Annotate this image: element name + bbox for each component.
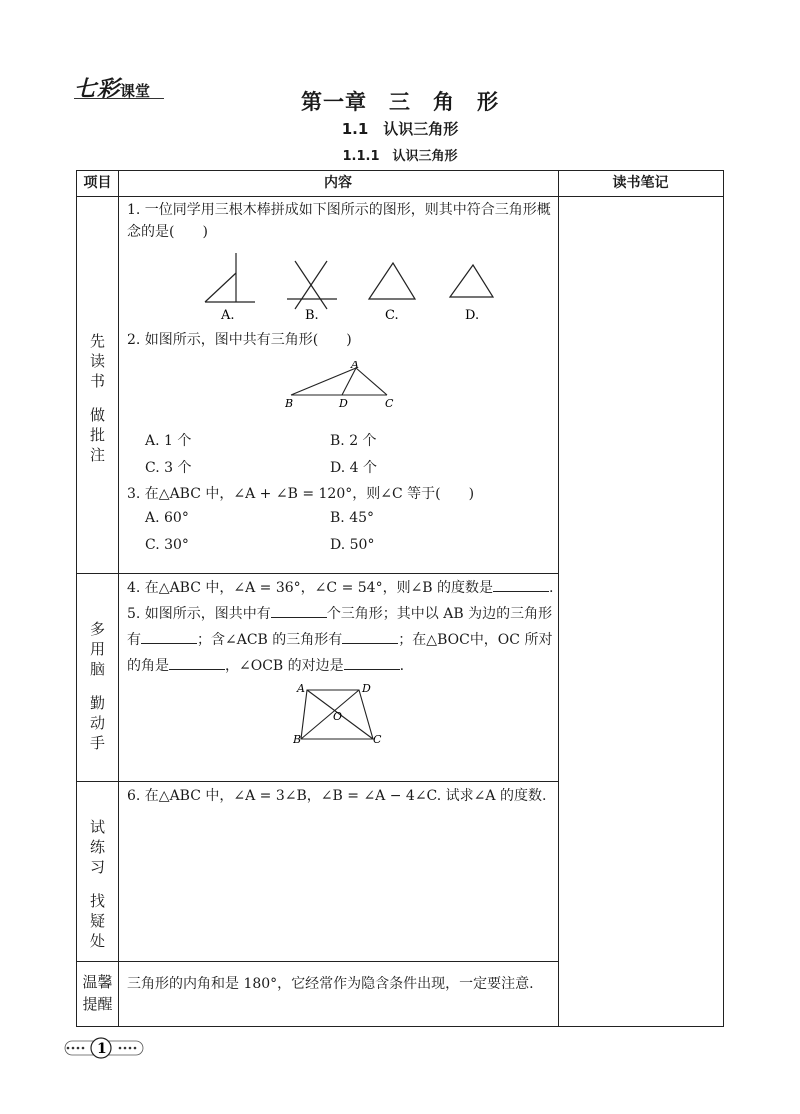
q1-figure-c: [369, 263, 415, 299]
q5-blank-count[interactable]: [271, 603, 327, 618]
q1-option-d: D.: [465, 308, 480, 323]
q5-text: ；在△BOC: [398, 632, 470, 648]
q4-answer-blank[interactable]: [493, 577, 549, 592]
chapter-title: 第一章 三 角 形: [301, 89, 499, 114]
q5-text: 角形有: [127, 606, 553, 648]
q5-text: ，∠OCB 的对边是: [225, 658, 344, 674]
q4-end: .: [549, 580, 554, 596]
q1-option-b: B.: [305, 308, 319, 323]
question-5: [127, 601, 555, 679]
q5-text: 个三角形；其中以 AB 为边的三: [326, 606, 525, 622]
header-item: 项目: [83, 175, 112, 191]
question-4: [127, 577, 559, 597]
q1-figure-b: [287, 261, 337, 309]
logo-text: 课堂: [120, 82, 151, 100]
row-label-read: [77, 331, 118, 465]
q2-option-d: D. 4 个: [330, 460, 377, 476]
q1-figure-d: [450, 265, 493, 297]
q1-option-c: C.: [385, 308, 399, 323]
q4-text: 4. 在△ABC 中，∠A = 36°，∠C = 54°，则∠B 的度数是: [127, 580, 494, 596]
page-number: 1: [97, 1041, 107, 1057]
row-label-line2: 做 批 注: [89, 406, 105, 464]
q5-point-o: O: [333, 710, 343, 723]
row-divider: [77, 961, 558, 962]
q2-point-d: D: [339, 397, 348, 410]
q5-blank-ocb[interactable]: [344, 655, 400, 670]
row-label-line1: 试 练 习: [89, 818, 105, 876]
q2-option-c: C. 3 个: [145, 460, 192, 476]
section-title: 1.1 认识三角形: [341, 120, 459, 138]
page-number-badge: [64, 1037, 146, 1059]
q2-option-b: B. 2 个: [330, 433, 377, 449]
row-divider: [77, 573, 558, 574]
q5-blank-oc[interactable]: [169, 655, 225, 670]
row-label-line1: 多 用 脑: [89, 620, 105, 678]
row-divider: [77, 781, 558, 782]
q1-figure-a: [205, 253, 255, 302]
question-3: 3. 在△ABC 中，∠A + ∠B = 120°，则∠C 等于( ): [127, 486, 475, 502]
q3-option-b: B. 45°: [330, 510, 375, 526]
row-label-line2: 找 疑 处: [89, 892, 105, 950]
q5-point-b: B: [293, 733, 302, 746]
tip-text: 三角形的内角和是 180°，它经常作为隐含条件出现，一定要注意.: [127, 976, 534, 992]
q5-blank-acb[interactable]: [342, 629, 398, 644]
q1-option-a: A.: [221, 308, 235, 323]
q1-figures: [195, 251, 505, 323]
row-label-practice: [77, 817, 118, 951]
q2-option-a: A. 1 个: [145, 433, 192, 449]
q2-point-a: A: [351, 361, 359, 371]
q2-point-c: C: [385, 397, 394, 410]
q2-point-b: B: [285, 397, 294, 410]
header-content: 内容: [324, 175, 352, 191]
q5-figure: [293, 684, 383, 746]
q3-option-a: A. 60°: [145, 510, 189, 526]
row-label-line2: 勤 动 手: [89, 694, 105, 752]
q5-text: 5. 如图所示，图共中有: [127, 606, 271, 622]
row-label-line1: 先 读 书: [89, 332, 105, 390]
header-divider: [77, 196, 723, 197]
subsection-title: 1.1.1 认识三角形: [342, 149, 458, 164]
row-label-think: [77, 619, 118, 753]
q5-point-c: C: [373, 733, 382, 746]
row-label-line2: 提醒: [82, 995, 113, 1013]
q3-option-d: D. 50°: [330, 537, 375, 553]
q5-text: .: [399, 658, 405, 674]
q3-option-c: C. 30°: [145, 537, 189, 553]
worksheet-table: [76, 170, 724, 1027]
q5-text: ；含∠ACB 的三角形有: [197, 632, 343, 648]
row-label-line1: 温馨: [82, 973, 113, 991]
q2-figure: [285, 361, 395, 411]
header-notes: 读书笔记: [612, 175, 669, 191]
question-1: 1. 一位同学用三根木棒拼成如下图所示的图形，则其中符合三角形概念的是( ): [127, 202, 551, 240]
column-divider: [558, 171, 559, 1026]
question-2: 2. 如图所示，图中共有三角形( ): [127, 332, 352, 348]
q5-point-d: D: [362, 684, 371, 695]
q5-text: 中，OC 所对的角是: [127, 632, 553, 674]
column-divider: [118, 171, 119, 1026]
logo-mark: 七彩: [74, 76, 121, 102]
q5-point-a: A: [297, 684, 305, 695]
row-label-tip: [77, 971, 118, 1015]
question-6: 6. 在△ABC 中，∠A = 3∠B，∠B = ∠A − 4∠C. 试求∠A 的度数.: [127, 788, 547, 804]
q5-blank-ab[interactable]: [141, 629, 197, 644]
